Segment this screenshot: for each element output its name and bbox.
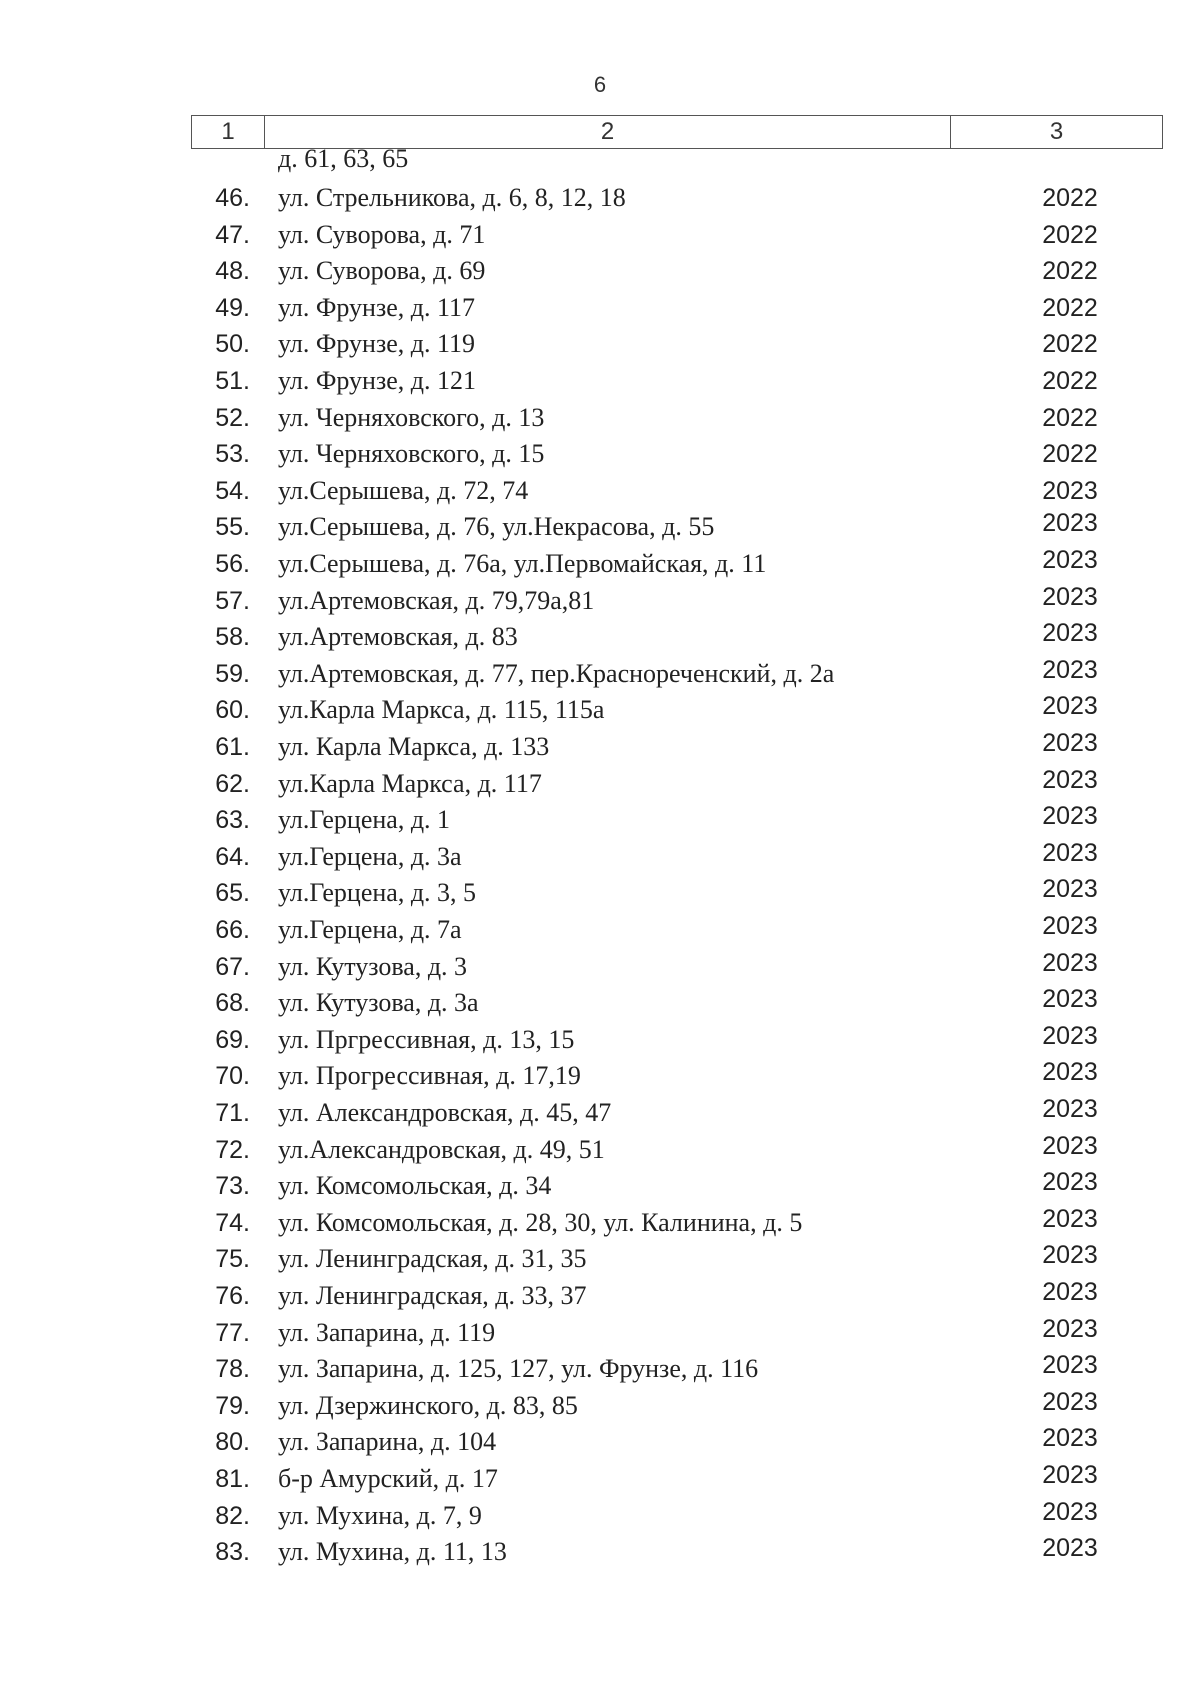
row-number: 75. [215,1245,250,1274]
table-row [0,583,1200,619]
table-row [0,290,1200,326]
row-address: ул. Мухина, д. 7, 9 [278,1500,482,1530]
table-row [0,326,1200,362]
row-number: 60. [215,696,250,725]
row-number: 67. [215,952,250,981]
row-number: 63. [215,806,250,835]
table-row [0,1388,1200,1424]
row-address: ул. Черняховского, д. 15 [278,439,545,469]
row-address: ул. Черняховского, д. 13 [278,402,545,432]
table-row [0,692,1200,728]
row-address: ул.Артемовская, д. 77, пер.Краснореченский, д. 2а [278,658,835,688]
row-address: ул.Карла Маркса, д. 115, 115а [278,695,605,725]
table-row [0,509,1200,545]
row-year: 2022 [1042,403,1098,432]
row-year: 2023 [1042,1461,1098,1489]
row-year: 2023 [1042,1168,1098,1197]
row-number: 50. [215,330,250,359]
table-row [0,1315,1200,1351]
row-address: ул.Артемовская, д. 83 [278,622,518,652]
row-address: ул.Герцена, д. 7а [278,915,462,944]
row-year: 2023 [1042,1497,1098,1526]
table-row [0,802,1200,838]
row-number: 81. [215,1465,250,1493]
row-year: 2023 [1042,1424,1098,1453]
page-number: 6 [593,72,607,97]
table-row [0,875,1200,911]
row-year: 2022 [1042,330,1098,359]
row-address: ул. Мухина, д. 11, 13 [278,1537,507,1567]
row-number: 48. [215,257,250,286]
row-year: 2023 [1042,985,1098,1014]
row-year: 2023 [1042,875,1098,904]
row-number: 82. [215,1501,250,1530]
header-col-number: 1 [192,116,265,148]
row-number: 56. [215,550,250,578]
table-row [0,1278,1200,1314]
row-number: 62. [215,769,250,798]
table-row [0,253,1200,289]
table-row [0,217,1200,253]
row-address: ул. Запарина, д. 104 [278,1427,497,1457]
table-row [0,1461,1200,1497]
row-address: ул. Александровская, д. 45, 47 [278,1098,612,1127]
row-address: ул. Комсомольская, д. 28, 30, ул. Калинина, д. 5 [278,1207,803,1237]
table-row [0,729,1200,765]
row-number: 70. [215,1062,250,1091]
row-year: 2023 [1042,765,1098,794]
row-year: 2023 [1042,802,1098,831]
row-year: 2023 [1042,912,1098,940]
row-number: 74. [215,1208,250,1237]
row-address: ул. Запарина, д. 125, 127, ул. Фрунзе, д. 116 [278,1354,759,1384]
table-row [0,949,1200,985]
continuation-text: д. 61, 63, 65 [278,144,409,173]
table-row [0,839,1200,875]
row-year: 2022 [1042,440,1098,469]
row-number: 52. [215,403,250,432]
row-number: 83. [215,1538,250,1567]
row-address: ул. Пргрессивная, д. 13, 15 [278,1024,575,1054]
row-year: 2023 [1042,546,1098,574]
row-number: 77. [215,1318,250,1347]
row-year: 2023 [1042,619,1098,648]
row-number: 46. [215,184,250,212]
row-number: 59. [215,659,250,688]
row-year: 2023 [1042,1314,1098,1343]
row-number: 53. [215,440,250,469]
row-year: 2023 [1042,1241,1098,1270]
row-address: ул. Суворова, д. 69 [278,256,486,286]
row-address: ул. Карла Маркса, д. 133 [278,732,550,761]
row-number: 54. [215,476,250,505]
row-number: 76. [215,1282,250,1310]
table-row [0,1241,1200,1277]
row-address: ул.Серышева, д. 72, 74 [278,475,529,505]
row-number: 58. [215,623,250,652]
table-row [0,1095,1200,1131]
row-number: 68. [215,989,250,1018]
row-number: 64. [215,842,250,871]
row-year: 2023 [1042,1387,1098,1416]
row-address: ул. Фрунзе, д. 117 [278,292,476,322]
row-number: 51. [215,367,250,395]
row-number: 55. [215,513,250,542]
row-address: ул. Кутузова, д. 3 [278,951,468,981]
table-row [0,766,1200,802]
table-row [0,546,1200,582]
header-col-address: 2 [265,116,951,148]
table-row [0,912,1200,948]
row-year: 2023 [1042,838,1098,867]
row-address: ул. Комсомольская, д. 34 [278,1171,552,1201]
row-year: 2023 [1042,1058,1098,1087]
row-address: ул. Стрельникова, д. 6, 8, 12, 18 [278,183,626,212]
row-address: ул. Фрунзе, д. 121 [278,366,476,395]
row-year: 2023 [1042,1095,1098,1123]
table-row [0,400,1200,436]
row-year: 2023 [1042,1021,1098,1050]
row-address: ул.Серышева, д. 76, ул.Некрасова, д. 55 [278,512,715,542]
row-year: 2022 [1042,184,1098,212]
table-row [0,1022,1200,1058]
row-address: ул. Ленинградская, д. 31, 35 [278,1244,587,1274]
row-number: 49. [215,293,250,322]
row-year: 2023 [1042,1351,1098,1380]
table-row [0,473,1200,509]
row-number: 66. [215,916,250,944]
row-year: 2023 [1042,1534,1098,1563]
row-year: 2022 [1042,257,1098,286]
row-address: ул. Дзержинского, д. 83, 85 [278,1390,578,1420]
row-number: 57. [215,586,250,615]
row-year: 2022 [1042,367,1098,395]
row-address: ул. Запарина, д. 119 [278,1317,496,1347]
row-address: ул.Серышева, д. 76а, ул.Первомайская, д. 11 [278,549,767,578]
row-year: 2023 [1042,729,1098,757]
row-year: 2022 [1042,220,1098,249]
row-address: ул. Кутузова, д. 3а [278,988,479,1018]
row-address: ул. Суворова, д. 71 [278,219,486,249]
table-row [0,1534,1200,1570]
row-year: 2023 [1042,582,1098,611]
row-number: 47. [215,220,250,249]
row-address: ул.Артемовская, д. 79,79а,81 [278,585,595,615]
row-address: ул. Ленинградская, д. 33, 37 [278,1281,587,1310]
row-year: 2023 [1042,655,1098,684]
table-row [0,656,1200,692]
table-row [0,619,1200,655]
table-row [0,1498,1200,1534]
row-address: ул.Герцена, д. 1 [278,805,451,835]
row-address: ул. Фрунзе, д. 119 [278,329,476,359]
row-year: 2023 [1042,1278,1098,1306]
row-number: 72. [215,1135,250,1164]
row-number: 78. [215,1355,250,1384]
row-year: 2023 [1042,692,1098,721]
row-year: 2023 [1042,476,1098,505]
row-year: 2023 [1042,1131,1098,1160]
row-number: 73. [215,1172,250,1201]
row-year: 2023 [1042,948,1098,977]
header-col-year: 3 [1049,118,1064,145]
table-row [0,1168,1200,1204]
table-row [0,363,1200,399]
row-year: 2022 [1042,293,1098,322]
row-address: ул.Герцена, д. 3, 5 [278,878,477,908]
table-row [0,1351,1200,1387]
row-address: б-р Амурский, д. 17 [278,1464,498,1493]
row-address: ул.Александровская, д. 49, 51 [278,1134,605,1164]
row-number: 65. [215,879,250,908]
table-row [0,985,1200,1021]
row-year: 2023 [1042,509,1098,538]
table-row [0,1058,1200,1094]
row-address: ул.Герцена, д. 3а [278,841,462,871]
row-address: ул.Карла Маркса, д. 117 [278,768,542,798]
row-number: 69. [215,1025,250,1054]
table-row [0,1205,1200,1241]
row-year: 2023 [1042,1204,1098,1233]
row-number: 80. [215,1428,250,1457]
row-address: ул. Прогрессивная, д. 17,19 [278,1061,581,1091]
row-number: 71. [215,1099,250,1127]
row-number: 61. [215,733,250,761]
table-row [0,1132,1200,1168]
table-row [0,180,1200,216]
table-row [0,1424,1200,1460]
table-row [0,436,1200,472]
row-number: 79. [215,1391,250,1420]
